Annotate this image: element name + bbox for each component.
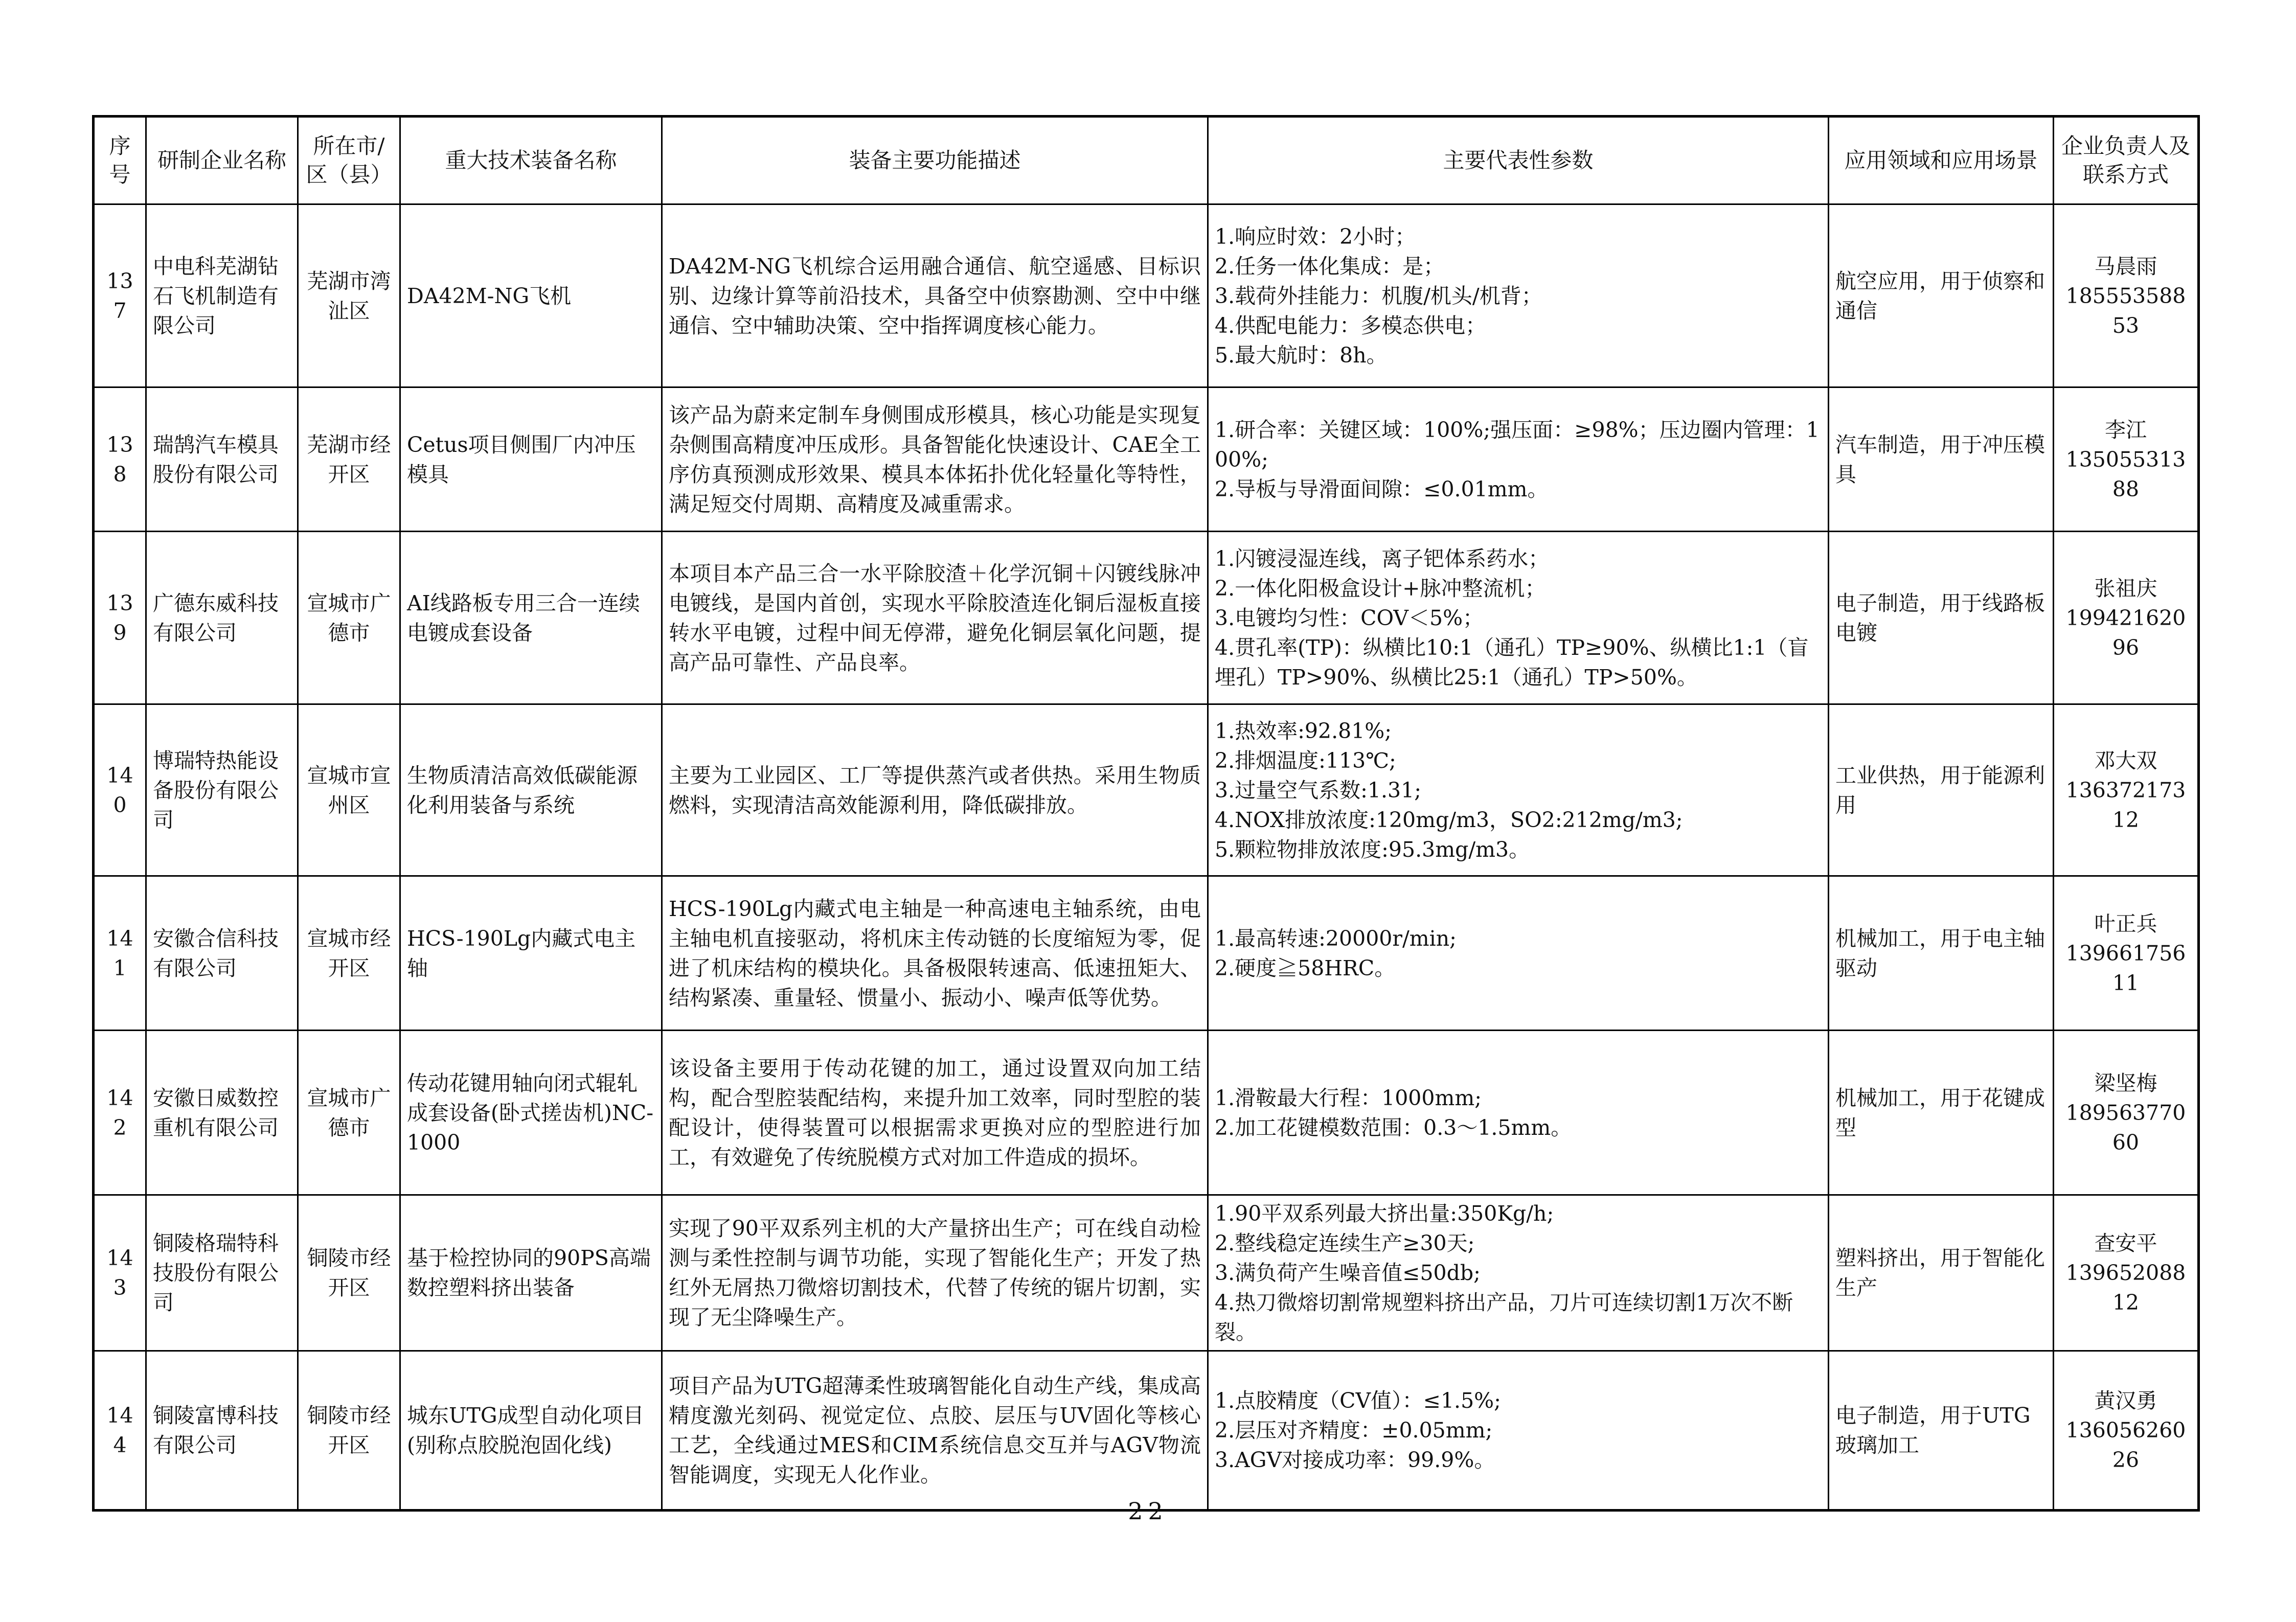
company-name: 铜陵格瑞特科技股份有限公司 [146, 1195, 298, 1351]
header-params: 主要代表性参数 [1208, 117, 1829, 204]
parameter-line: 1.闪镀浸湿连线，离子钯体系药水； [1215, 546, 1550, 571]
application-field: 航空应用，用于侦察和通信 [1829, 204, 2054, 387]
company-name: 安徽合信科技有限公司 [146, 876, 298, 1031]
contact-phone: 19942162096 [2065, 605, 2186, 660]
contact-name: 叶正兵 [2094, 911, 2157, 936]
contact-name: 邓大双 [2094, 748, 2157, 773]
contact-cell [2054, 1031, 2199, 1195]
contact-name: 梁坚梅 [2094, 1070, 2157, 1095]
parameter-line: 3.过量空气系数:1.31; [1215, 778, 1422, 803]
parameter-line: 1.点胶精度（CV值）：≤1.5%; [1215, 1388, 1501, 1413]
parameters-cell [1208, 1031, 1829, 1195]
parameter-line: 2.加工花键模数范围：0.3～1.5mm。 [1215, 1115, 1572, 1140]
table-row [94, 704, 2199, 876]
equipment-name: 传动花键用轴向闭式辊轧成套设备(卧式搓齿机)NC-1000 [400, 1031, 662, 1195]
parameters-cell [1208, 876, 1829, 1031]
header-no: 序号 [94, 117, 146, 204]
contact-cell [2054, 876, 2199, 1031]
function-description: HCS-190Lg内藏式电主轴是一种高速电主轴系统，由电主轴电机直接驱动，将机床主传动链的长度缩短为零，促进了机床结构的模块化。具备极限转速高、低速扭矩大、结构紧凑、重量轻、惯量小、振动小、噪声低等优势。 [662, 876, 1208, 1031]
parameter-line: 4.NOX排放浓度:120mg/m3，SO2:212mg/m3; [1215, 807, 1683, 832]
equipment-name: HCS-190Lg内藏式电主轴 [400, 876, 662, 1031]
equipment-name: Cetus项目侧围厂内冲压模具 [400, 387, 662, 532]
parameter-line: 5.最大航时：8h。 [1215, 342, 1388, 368]
function-description: DA42M-NG飞机综合运用融合通信、航空遥感、目标识别、边缘计算等前沿技术，具备空中侦察勘测、空中中继通信、空中辅助决策、空中指挥调度核心能力。 [662, 204, 1208, 387]
row-number: 140 [94, 704, 146, 876]
function-description: 主要为工业园区、工厂等提供蒸汽或者供热。采用生物质燃料，实现清洁高效能源利用，降低碳排放。 [662, 704, 1208, 876]
application-field: 电子制造，用于线路板电镀 [1829, 532, 2054, 704]
contact-cell [2054, 704, 2199, 876]
header-city: 所在市/区（县） [298, 117, 400, 204]
parameters-cell [1208, 387, 1829, 532]
function-description: 项目产品为UTG超薄柔性玻璃智能化自动生产线，集成高精度激光刻码、视觉定位、点胶、层压与UV固化等核心工艺，全线通过MES和CIM系统信息交互并与AGV物流智能调度，实现无人化作业。 [662, 1351, 1208, 1511]
application-field: 机械加工，用于花键成型 [1829, 1031, 2054, 1195]
table-row [94, 1351, 2199, 1511]
parameters-cell [1208, 204, 1829, 387]
row-number: 142 [94, 1031, 146, 1195]
parameter-line: 4.供配电能力：多模态供电； [1215, 313, 1487, 338]
parameters-cell [1208, 1195, 1829, 1351]
parameter-line: 3.AGV对接成功率：99.9%。 [1215, 1448, 1495, 1472]
equipment-name: DA42M-NG飞机 [400, 204, 662, 387]
function-description: 实现了90平双系列主机的大产量挤出生产；可在线自动检测与柔性控制与调节功能，实现了智能化生产；开发了热红外无屑热刀微熔切割技术，代替了传统的锯片切割，实现了无尘降噪生产。 [662, 1195, 1208, 1351]
parameter-line: 1.滑鞍最大行程：1000mm; [1215, 1085, 1482, 1110]
city-district: 铜陵市经开区 [298, 1195, 400, 1351]
function-description: 该产品为蔚来定制车身侧围成形模具，核心功能是实现复杂侧围高精度冲压成形。具备智能化快速设计、CAE全工序仿真预测成形效果、模具本体拓扑优化轻量化等特性，满足短交付周期、高精度及减重需求。 [662, 387, 1208, 532]
row-number: 141 [94, 876, 146, 1031]
parameter-line: 2.一体化阳极盒设计+脉冲整流机； [1215, 576, 1546, 601]
contact-name: 黄汉勇 [2094, 1388, 2157, 1413]
contact-phone: 13966175611 [2065, 941, 2186, 995]
city-district: 宣城市广德市 [298, 532, 400, 704]
parameter-line: 2.层压对齐精度：±0.05mm; [1215, 1418, 1493, 1443]
parameter-line: 1.响应时效：2小时； [1215, 224, 1416, 249]
table-body [94, 204, 2199, 1511]
parameter-line: 4.热刀微熔切割常规塑料挤出产品，刀片可连续切割1万次不断裂。 [1215, 1290, 1793, 1344]
parameter-line: 5.颗粒物排放浓度:95.3mg/m3。 [1215, 837, 1530, 862]
contact-phone: 13605626026 [2065, 1418, 2186, 1472]
contact-name: 张祖庆 [2094, 576, 2157, 601]
table-row [94, 387, 2199, 532]
company-name: 中电科芜湖钻石飞机制造有限公司 [146, 204, 298, 387]
city-district: 宣城市广德市 [298, 1031, 400, 1195]
city-district: 宣城市宣州区 [298, 704, 400, 876]
table-row [94, 876, 2199, 1031]
header-function: 装备主要功能描述 [662, 117, 1208, 204]
city-district: 铜陵市经开区 [298, 1351, 400, 1511]
application-field: 电子制造，用于UTG玻璃加工 [1829, 1351, 2054, 1511]
application-field: 工业供热，用于能源利用 [1829, 704, 2054, 876]
parameter-line: 1.最高转速:20000r/min; [1215, 926, 1457, 951]
equipment-name: AI线路板专用三合一连续电镀成套设备 [400, 532, 662, 704]
table-header-row [94, 117, 2199, 204]
table-row [94, 1031, 2199, 1195]
company-name: 广德东威科技有限公司 [146, 532, 298, 704]
company-name: 安徽日威数控重机有限公司 [146, 1031, 298, 1195]
parameter-line: 3.载荷外挂能力：机腹/机头/机背； [1215, 283, 1542, 308]
header-equipment: 重大技术装备名称 [400, 117, 662, 204]
parameter-line: 4.贯孔率(TP)：纵横比10:1（通孔）TP≥90%、纵横比1:1（盲埋孔）TP>90%、纵横比25:1（通孔）TP>50%。 [1215, 635, 1809, 690]
table-row [94, 532, 2199, 704]
equipment-table [92, 115, 2200, 1512]
city-district: 芜湖市湾沚区 [298, 204, 400, 387]
parameters-cell [1208, 1351, 1829, 1511]
contact-cell [2054, 532, 2199, 704]
contact-cell [2054, 387, 2199, 532]
parameter-line: 3.满负荷产生噪音值≤50db; [1215, 1261, 1481, 1285]
parameters-cell [1208, 704, 1829, 876]
row-number: 137 [94, 204, 146, 387]
contact-cell [2054, 1351, 2199, 1511]
row-number: 144 [94, 1351, 146, 1511]
table-row [94, 1195, 2199, 1351]
city-district: 芜湖市经开区 [298, 387, 400, 532]
parameter-line: 2.硬度≧58HRC。 [1215, 955, 1396, 980]
contact-phone: 13637217312 [2065, 778, 2186, 832]
parameter-line: 3.电镀均匀性：COV＜5%； [1215, 605, 1484, 630]
contact-phone: 13965208812 [2065, 1261, 2186, 1315]
contact-cell [2054, 1195, 2199, 1351]
row-number: 138 [94, 387, 146, 532]
company-name: 瑞鹄汽车模具股份有限公司 [146, 387, 298, 532]
contact-phone: 18555358853 [2065, 283, 2186, 338]
parameter-line: 1.研合率：关键区域：100%;强压面：≥98%；压边圈内管理：100%; [1215, 417, 1820, 472]
equipment-name: 生物质清洁高效低碳能源化利用装备与系统 [400, 704, 662, 876]
parameter-line: 2.导板与导滑面间隙：≤0.01mm。 [1215, 476, 1549, 501]
header-company: 研制企业名称 [146, 117, 298, 204]
table-row [94, 204, 2199, 387]
equipment-name: 城东UTG成型自动化项目(别称点胶脱泡固化线) [400, 1351, 662, 1511]
contact-cell [2054, 204, 2199, 387]
parameter-line: 1.90平双系列最大挤出量:350Kg/h; [1215, 1201, 1554, 1226]
application-field: 塑料挤出，用于智能化生产 [1829, 1195, 2054, 1351]
function-description: 本项目本产品三合一水平除胶渣＋化学沉铜＋闪镀线脉冲电镀线，是国内首创，实现水平除胶渣连化铜后湿板直接转水平电镀，过程中间无停滞，避免化铜层氧化问题，提高产品可靠性、产品良率。 [662, 532, 1208, 704]
equipment-name: 基于检控协同的90PS高端数控塑料挤出装备 [400, 1195, 662, 1351]
function-description: 该设备主要用于传动花键的加工，通过设置双向加工结构，配合型腔装配结构，来提升加工效率，同时型腔的装配设计，使得装置可以根据需求更换对应的型腔进行加工，有效避免了传统脱模方式对加工件造成的损坏。 [662, 1031, 1208, 1195]
application-field: 机械加工，用于电主轴驱动 [1829, 876, 2054, 1031]
parameter-line: 2.排烟温度:113℃; [1215, 748, 1396, 773]
parameters-cell [1208, 532, 1829, 704]
row-number: 139 [94, 532, 146, 704]
city-district: 宣城市经开区 [298, 876, 400, 1031]
page-number: － 22 － [1086, 1497, 1210, 1525]
header-application: 应用领域和应用场景 [1829, 117, 2054, 204]
contact-phone: 18956377060 [2065, 1100, 2186, 1155]
parameter-line: 1.热效率:92.81%; [1215, 718, 1392, 743]
company-name: 铜陵富博科技有限公司 [146, 1351, 298, 1511]
parameter-line: 2.整线稳定连续生产≥30天; [1215, 1231, 1475, 1255]
company-name: 博瑞特热能设备股份有限公司 [146, 704, 298, 876]
contact-name: 马晨雨 [2094, 254, 2157, 279]
contact-phone: 13505531388 [2065, 447, 2186, 501]
header-contact: 企业负责人及联系方式 [2054, 117, 2199, 204]
application-field: 汽车制造，用于冲压模具 [1829, 387, 2054, 532]
contact-name: 查安平 [2094, 1231, 2157, 1255]
row-number: 143 [94, 1195, 146, 1351]
contact-name: 李江 [2105, 417, 2147, 442]
parameter-line: 2.任务一体化集成：是； [1215, 254, 1445, 279]
